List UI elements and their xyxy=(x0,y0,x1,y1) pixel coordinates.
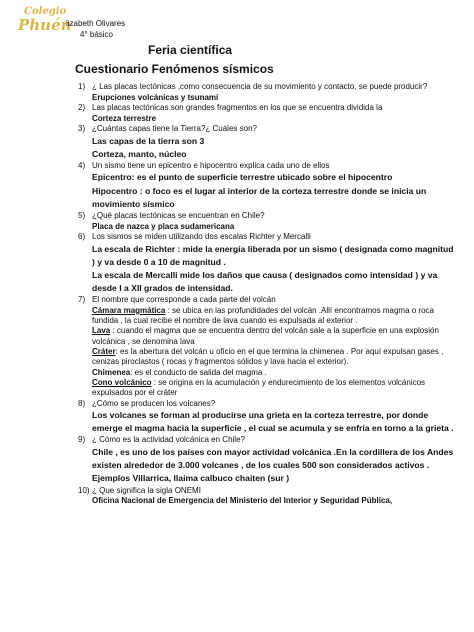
answer-text: Placa de nazca y placa sudamericana xyxy=(92,221,235,231)
question-item xyxy=(78,435,456,485)
question-item xyxy=(78,124,456,161)
answer-text: Corteza, manto, núcleo xyxy=(92,148,187,159)
question-item xyxy=(78,486,456,507)
question-number: 5) xyxy=(78,211,86,221)
question-item xyxy=(78,295,456,398)
question-number: 2) xyxy=(78,103,86,112)
volcano-part xyxy=(92,347,456,368)
author-name: lizabeth Olivares xyxy=(66,19,126,28)
answer-text: Epicentro: es el punto de superficie terrestre ubicado sobre el hipocentro xyxy=(92,172,393,183)
question-text: Un sismo tiene un epicentro e hipocentro explica cada uno de ellos xyxy=(92,160,330,170)
question-text: El nombre que corresponde a cada parte del volcán xyxy=(92,295,276,305)
volcano-part-term: Cámara magmática xyxy=(92,305,166,315)
answer-text: La escala de Richter : mide la energía liberada por un sismo ( designada como magnitud ) y va desde 0 a 10 de magnitud . xyxy=(92,243,454,267)
question-item xyxy=(78,82,456,103)
question-number: 3) xyxy=(78,124,86,133)
volcano-part-term: Cono volcánico xyxy=(92,377,152,387)
question-number: 7) xyxy=(78,295,86,305)
question-text: ¿Cómo se producen los volcanes? xyxy=(92,398,216,408)
question-text: Los sismos se miden utilizando dos escalas Richter y Mercalli xyxy=(92,232,311,242)
author-grade: 4° básico xyxy=(80,30,113,39)
question-item xyxy=(78,232,456,295)
question-number: 9) xyxy=(78,435,86,445)
volcano-part-term: Lava xyxy=(92,326,111,336)
logo-top-text: Colegio xyxy=(24,6,67,17)
question-item xyxy=(78,211,456,232)
volcano-part-term: Chimenea xyxy=(92,367,131,377)
page-subtitle: Cuestionario Fenómenos sísmicos xyxy=(75,62,274,76)
questionnaire xyxy=(78,82,456,507)
answer-text: Corteza terrestre xyxy=(92,113,157,123)
volcano-part-text: : es el conducto de salida del magma . xyxy=(130,367,267,377)
question-number: 1) xyxy=(78,82,86,91)
volcano-part-text: : cuando el magma que se encuentra dentro del volcán sale a la superficie en una explosión volcánica , se denomina lava xyxy=(92,326,439,346)
volcano-part-term: Cráter xyxy=(92,347,116,357)
question-text: ¿ Cómo es la actividad volcánica en Chile? xyxy=(92,435,245,445)
answer-text: Oficina Nacional de Emergencia del Ministerio del Interior y Seguridad Pública, xyxy=(92,496,393,506)
answer-text: Las capas de la tierra son 3 xyxy=(92,135,205,146)
school-logo xyxy=(14,6,72,44)
question-number: 10) xyxy=(78,485,90,495)
volcano-part xyxy=(92,306,456,327)
volcano-part xyxy=(92,326,456,347)
question-item xyxy=(78,161,456,211)
question-text: ¿Cuántas capas tiene la Tierra?¿ Cuáles son? xyxy=(92,124,257,133)
question-number: 6) xyxy=(78,232,86,242)
logo-main-text: Phuén xyxy=(18,16,72,34)
volcano-part-text: : se ubica en las profundidades del volcán .Allí encontramos magma o roca fundida , la cual recibe el nombre de lava cuando es expulsada al exterior . xyxy=(92,305,434,326)
question-text: Las placas tectónicas son grandes fragmentos en los que se encuentra dividida la xyxy=(92,103,383,112)
answer-text: Chile , es uno de los países con mayor actividad volcánica .En la cordillera de los Andes existen alrededor de 3.000 volcanes , de los cuales 500 son considerados activos . Ejemplos Villarrica, llaima calbuco chaiten (sur ) xyxy=(92,446,454,484)
page-title: Feria científica xyxy=(148,43,233,57)
answer-text: La escala de Mercalli mide los daños que causa ( designados como intensidad ) y va desde I a XII grados de intensidad. xyxy=(92,269,438,294)
author-block xyxy=(66,18,125,40)
answer-text: Hipocentro : o foco es el lugar al interior de la corteza terrestre donde se inicia un movimiento sísmico xyxy=(92,185,427,209)
question-number: 8) xyxy=(78,398,86,408)
question-item xyxy=(78,399,456,436)
question-text: ¿ Las placas tectónicas ,como consecuencia de su movimiento y contacto, se puede producir? xyxy=(92,82,428,91)
volcano-part-text: : es la abertura del volcán u oficio en el que termina la chimenea . Por aquí expulsan gases , cenizas piroclastos ( rocas y fragmentos sólidos y lava hacia el exterior). xyxy=(92,347,444,367)
volcano-part-text: : se origina en la acumulación y endurecimiento de los elementos volcánicos expulsados por el cráter xyxy=(92,377,426,398)
volcano-part xyxy=(92,368,456,378)
answer-text: Los volcanes se forman al producirse una grieta en la corteza terrestre, por donde emerge el magma hacia la superficie , el cual se acumula y se enfría en torno a la grieta . xyxy=(92,410,454,434)
volcano-part xyxy=(92,378,456,399)
question-text: ¿ Que significa la sigla ONEMI xyxy=(92,485,201,495)
question-text: ¿Qué placas tectónicas se encuentran en Chile? xyxy=(92,211,265,221)
question-number: 4) xyxy=(78,160,86,170)
answer-text: Erupciones volcánicas y tsunami xyxy=(92,92,219,102)
question-item xyxy=(78,103,456,124)
